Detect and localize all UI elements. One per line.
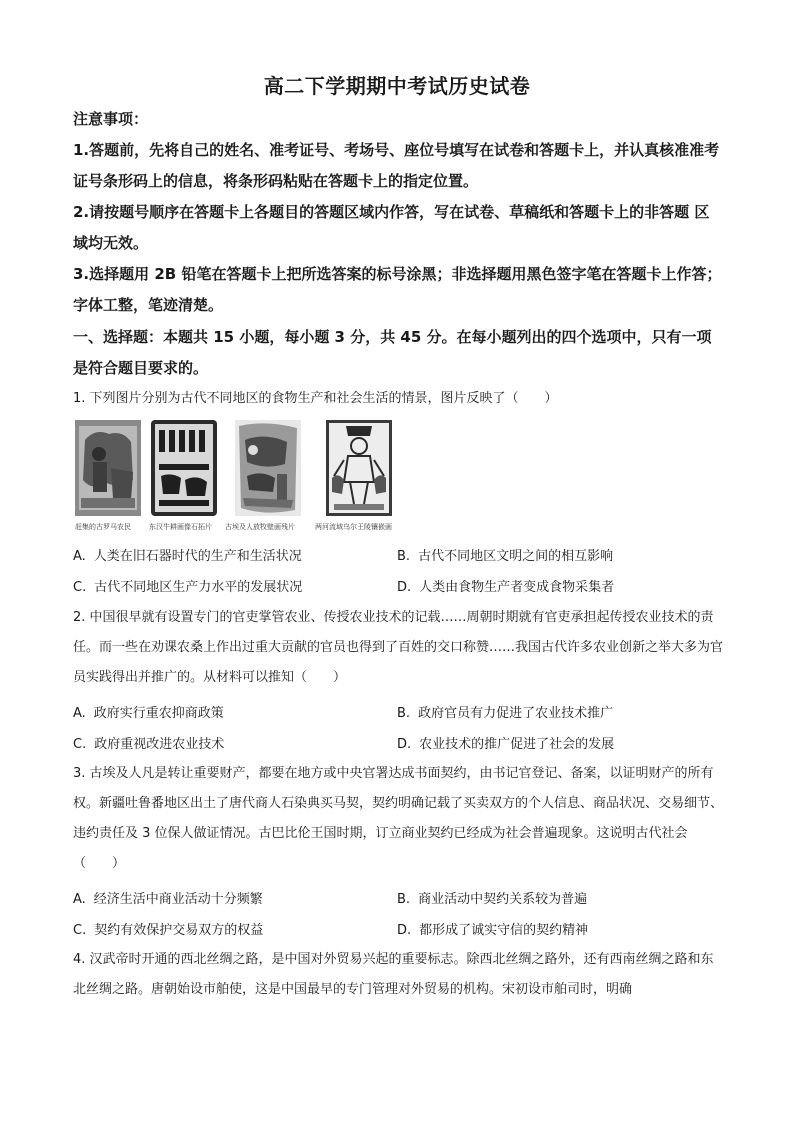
notes-block [73,108,723,321]
figure-roman-farmer [75,420,141,516]
figure-egypt-herding [235,420,301,516]
exam-title: 高二下学期期中考试历史试卷 [263,74,531,98]
section-heading: 一、选择题：本题共 15 小题，每小题 3 分，共 45 分。在每小题列出的四个选项中，只有一项是符合题目要求的。 [73,328,712,377]
option-a[interactable]: A. 经济生活中商业活动十分频繁 [73,892,263,907]
note-item: 3.选择题用 2B 铅笔在答题卡上把所选答案的标号涂黑；非选择题用黑色签字笔在答题卡上作答；字体工整，笔迹清楚。 [73,265,722,314]
question-3-options [73,882,723,944]
figure-caption: 赶集的古罗马农民 [75,523,131,531]
question-1-options [73,539,723,601]
question-4-stem: 4. 汉武帝时开通的西北丝绸之路，是中国对外贸易兴起的重要标志。除西北丝绸之路外，还有西南丝绸之路和东北丝绸之路。唐朝始设市舶使，这是中国最早的专门管理对外贸易的机构。宋初设市舶司时，明确 [73,952,714,997]
option-a[interactable]: A. 政府实行重农抑商政策 [73,706,224,721]
note-item: 2.请按题号顺序在答题卡上各题目的答题区域内作答，写在试卷、草稿纸和答题卡上的非答题 区域均无效。 [73,203,710,252]
notes-heading: 注意事项： [73,110,149,128]
option-b[interactable]: B. 商业活动中契约关系较为普遍 [397,892,588,907]
option-d[interactable]: D. 都形成了诚实守信的契约精神 [397,923,589,938]
question-2-stem: 2. 中国很早就有设置专门的官吏掌管农业、传授农业技术的记载……周朝时期就有官吏承担起传授农业技术的责任。而一些在劝课农桑上作出过重大贡献的官员也得到了百姓的交口称赞……我国古代许多农业创新之举大多为官员实践得出并推广的。从材料可以推知（ ） [73,610,724,685]
option-c[interactable]: C. 古代不同地区生产力水平的发展状况 [73,580,303,595]
option-c[interactable]: C. 政府重视改进农业技术 [73,737,225,752]
question-2-options [73,696,723,758]
figure-caption: 古埃及人放牧壁画残片 [225,523,295,531]
option-d[interactable]: D. 农业技术的推广促进了社会的发展 [397,737,615,752]
option-b[interactable]: B. 古代不同地区文明之间的相互影响 [397,549,614,564]
question-3-stem: 3. 古埃及人凡是转让重要财产，都要在地方或中央官署达成书面契约，由书记官登记、备案，以证明财产的所有权。新疆吐鲁番地区出土了唐代商人石染典买马契，契约明确记载了买卖双方的个人信息、商品状况、交易细节、违约责任及 3 位保人做证情况。古巴比伦王国时期，订立商业契约已经成为社会普遍现象。这说明古代社会（ ） [73,766,724,871]
option-a[interactable]: A. 人类在旧石器时代的生产和生活状况 [73,549,302,564]
option-c[interactable]: C. 契约有效保护交易双方的权益 [73,923,264,938]
option-d[interactable]: D. 人类由食物生产者变成食物采集者 [397,580,615,595]
question-1-stem: 1. 下列图片分别为古代不同地区的食物生产和社会生活的情景，图片反映了（ ） [73,391,558,406]
question-1-figures [75,420,405,538]
figure-ur-royal-tomb-mosaic [326,420,392,516]
figure-caption: 两河流域乌尔王陵镶嵌画 [315,523,392,531]
note-item: 1.答题前，先将自己的姓名、准考证号、考场号、座位号填写在试卷和答题卡上，并认真核准准考 证号条形码上的信息，将条形码粘贴在答题卡上的指定位置。 [73,141,720,190]
figure-caption: 东汉牛耕画像石拓片 [149,523,212,531]
option-b[interactable]: B. 政府官员有力促进了农业技术推广 [397,706,614,721]
figure-han-ox-plough [151,420,217,516]
